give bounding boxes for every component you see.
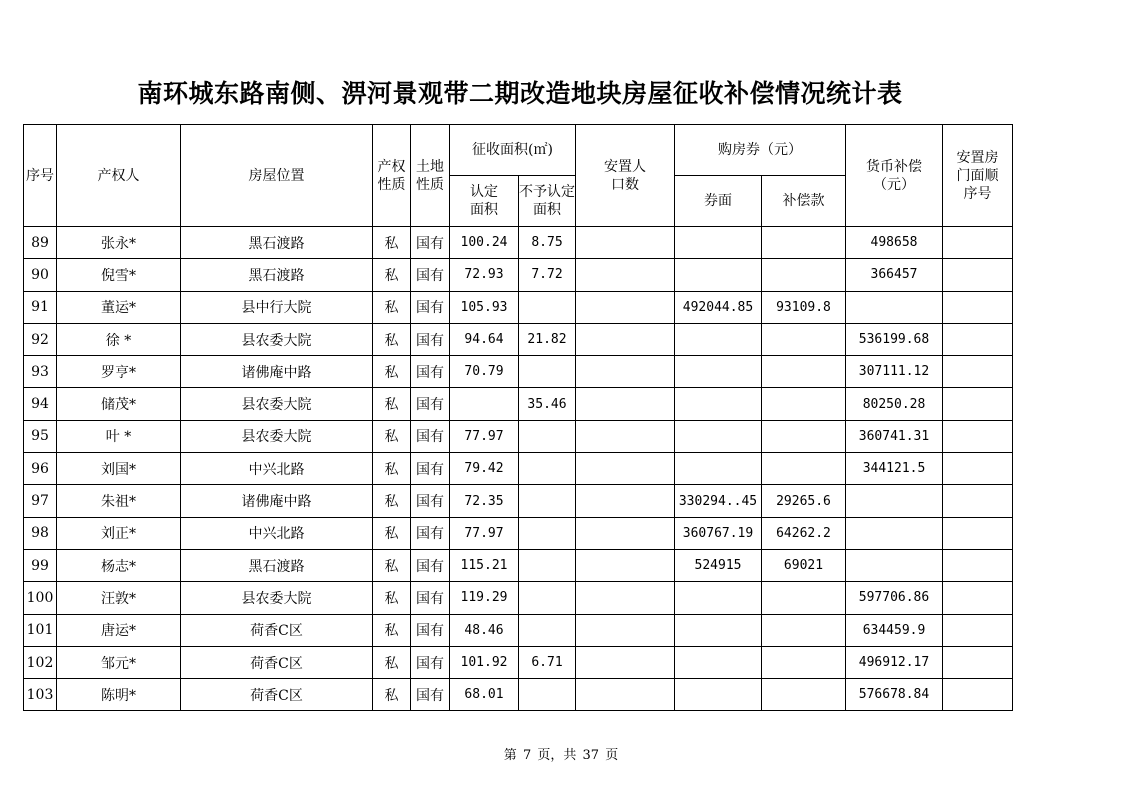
header-area-group: 征收面积(㎡) [450,125,576,176]
table-row [24,356,1013,388]
cell-land: 国有 [411,614,450,646]
cell-land: 国有 [411,453,450,485]
cell-voucher-face [675,323,762,355]
cell-location: 诸佛庵中路 [181,356,373,388]
cell-owner: 董运* [57,291,181,323]
cell-storefront [943,227,1013,259]
cell-residents [576,582,675,614]
cell-area-confirmed: 72.35 [450,485,519,517]
cell-ownership: 私 [373,679,411,711]
cell-owner: 叶 * [57,420,181,452]
cell-residents [576,420,675,452]
cell-cash: 344121.5 [846,453,943,485]
cell-area-confirmed: 68.01 [450,679,519,711]
cell-storefront [943,614,1013,646]
cell-seq: 97 [24,485,57,517]
cell-residents [576,388,675,420]
cell-storefront [943,420,1013,452]
cell-ownership: 私 [373,259,411,291]
cell-land: 国有 [411,517,450,549]
cell-seq: 98 [24,517,57,549]
table-row [24,646,1013,678]
cell-voucher-comp: 93109.8 [762,291,846,323]
cell-area-confirmed: 115.21 [450,549,519,581]
cell-cash [846,291,943,323]
cell-voucher-face: 330294..45 [675,485,762,517]
table-row [24,485,1013,517]
cell-voucher-comp: 69021 [762,549,846,581]
cell-voucher-comp [762,259,846,291]
cell-ownership: 私 [373,614,411,646]
table-row [24,420,1013,452]
cell-voucher-comp: 64262.2 [762,517,846,549]
cell-residents [576,679,675,711]
cell-area-unconfirmed [519,485,576,517]
cell-location: 县农委大院 [181,323,373,355]
cell-land: 国有 [411,679,450,711]
cell-location: 县农委大院 [181,582,373,614]
cell-area-confirmed: 72.93 [450,259,519,291]
cell-voucher-comp [762,420,846,452]
footer-suffix: 页 [605,748,619,763]
cell-seq: 101 [24,614,57,646]
cell-cash [846,485,943,517]
table-row [24,679,1013,711]
cell-area-confirmed: 77.97 [450,517,519,549]
cell-ownership: 私 [373,291,411,323]
cell-ownership: 私 [373,485,411,517]
cell-storefront [943,323,1013,355]
cell-owner: 徐 * [57,323,181,355]
cell-location: 黑石渡路 [181,227,373,259]
cell-area-unconfirmed [519,291,576,323]
cell-ownership: 私 [373,420,411,452]
cell-storefront [943,485,1013,517]
table-row [24,582,1013,614]
footer-total-pages: 37 [582,748,600,763]
cell-owner: 罗亨* [57,356,181,388]
cell-owner: 杨志* [57,549,181,581]
cell-ownership: 私 [373,227,411,259]
cell-land: 国有 [411,323,450,355]
cell-storefront [943,549,1013,581]
cell-owner: 刘正* [57,517,181,549]
table-row [24,614,1013,646]
cell-voucher-face [675,614,762,646]
cell-owner: 朱祖* [57,485,181,517]
cell-area-confirmed: 100.24 [450,227,519,259]
cell-voucher-comp [762,323,846,355]
cell-area-confirmed: 77.97 [450,420,519,452]
cell-cash: 366457 [846,259,943,291]
cell-land: 国有 [411,485,450,517]
cell-ownership: 私 [373,517,411,549]
cell-location: 县中行大院 [181,291,373,323]
cell-residents [576,291,675,323]
cell-location: 黑石渡路 [181,259,373,291]
cell-land: 国有 [411,549,450,581]
cell-voucher-face [675,356,762,388]
table-row [24,323,1013,355]
cell-area-unconfirmed [519,679,576,711]
cell-location: 诸佛庵中路 [181,485,373,517]
cell-cash: 597706.86 [846,582,943,614]
cell-area-unconfirmed: 7.72 [519,259,576,291]
cell-area-confirmed: 105.93 [450,291,519,323]
cell-area-unconfirmed [519,582,576,614]
header-storefront: 安置房门面顺序号 [943,125,1013,227]
cell-land: 国有 [411,646,450,678]
cell-seq: 96 [24,453,57,485]
cell-location: 中兴北路 [181,453,373,485]
cell-area-unconfirmed [519,453,576,485]
cell-voucher-comp [762,227,846,259]
cell-storefront [943,679,1013,711]
cell-voucher-face: 524915 [675,549,762,581]
cell-seq: 90 [24,259,57,291]
footer-prefix: 第 [503,748,517,763]
cell-residents [576,614,675,646]
cell-seq: 91 [24,291,57,323]
cell-cash: 496912.17 [846,646,943,678]
cell-area-unconfirmed [519,517,576,549]
cell-voucher-comp: 29265.6 [762,485,846,517]
table-row [24,291,1013,323]
header-land: 土地性质 [411,125,450,227]
cell-seq: 99 [24,549,57,581]
cell-voucher-comp [762,356,846,388]
cell-voucher-face: 492044.85 [675,291,762,323]
cell-cash: 576678.84 [846,679,943,711]
cell-land: 国有 [411,582,450,614]
cell-storefront [943,356,1013,388]
cell-cash: 307111.12 [846,356,943,388]
cell-cash: 634459.9 [846,614,943,646]
cell-seq: 102 [24,646,57,678]
cell-area-confirmed: 94.64 [450,323,519,355]
cell-residents [576,323,675,355]
cell-cash: 360741.31 [846,420,943,452]
compensation-table [23,124,1013,711]
cell-location: 县农委大院 [181,420,373,452]
cell-land: 国有 [411,420,450,452]
header-voucher-face: 券面 [675,176,762,227]
cell-voucher-comp [762,582,846,614]
cell-area-confirmed: 101.92 [450,646,519,678]
header-voucher-comp: 补偿款 [762,176,846,227]
cell-ownership: 私 [373,356,411,388]
cell-area-unconfirmed [519,420,576,452]
cell-owner: 邹元* [57,646,181,678]
cell-residents [576,517,675,549]
cell-area-unconfirmed: 6.71 [519,646,576,678]
cell-location: 荷香C区 [181,679,373,711]
cell-voucher-face [675,259,762,291]
cell-voucher-face [675,453,762,485]
cell-area-unconfirmed [519,549,576,581]
cell-storefront [943,388,1013,420]
cell-owner: 唐运* [57,614,181,646]
cell-voucher-face [675,420,762,452]
cell-seq: 89 [24,227,57,259]
cell-land: 国有 [411,388,450,420]
cell-ownership: 私 [373,323,411,355]
cell-voucher-comp [762,453,846,485]
cell-storefront [943,453,1013,485]
cell-area-unconfirmed [519,356,576,388]
cell-voucher-face: 360767.19 [675,517,762,549]
cell-residents [576,549,675,581]
cell-cash [846,549,943,581]
cell-voucher-comp [762,614,846,646]
table-row [24,388,1013,420]
header-owner: 产权人 [57,125,181,227]
cell-location: 荷香C区 [181,614,373,646]
page-footer [0,744,1122,763]
table-body [24,227,1013,711]
table-row [24,453,1013,485]
cell-seq: 93 [24,356,57,388]
cell-storefront [943,646,1013,678]
cell-location: 县农委大院 [181,388,373,420]
cell-owner: 刘国* [57,453,181,485]
cell-cash: 536199.68 [846,323,943,355]
cell-location: 荷香C区 [181,646,373,678]
cell-residents [576,646,675,678]
cell-voucher-comp [762,388,846,420]
table-row [24,227,1013,259]
cell-voucher-face [675,679,762,711]
cell-voucher-face [675,582,762,614]
cell-seq: 100 [24,582,57,614]
cell-area-confirmed: 79.42 [450,453,519,485]
cell-seq: 95 [24,420,57,452]
cell-location: 中兴北路 [181,517,373,549]
cell-storefront [943,582,1013,614]
cell-cash [846,517,943,549]
header-area-unconfirmed: 不予认定面积 [519,176,576,227]
cell-ownership: 私 [373,453,411,485]
cell-storefront [943,291,1013,323]
cell-residents [576,356,675,388]
cell-owner: 倪雪* [57,259,181,291]
cell-owner: 储茂* [57,388,181,420]
cell-cash: 80250.28 [846,388,943,420]
cell-owner: 陈明* [57,679,181,711]
cell-ownership: 私 [373,646,411,678]
cell-seq: 103 [24,679,57,711]
cell-land: 国有 [411,356,450,388]
cell-land: 国有 [411,291,450,323]
header-location: 房屋位置 [181,125,373,227]
cell-seq: 94 [24,388,57,420]
cell-residents [576,453,675,485]
cell-voucher-face [675,227,762,259]
table-row [24,259,1013,291]
cell-seq: 92 [24,323,57,355]
cell-area-unconfirmed: 35.46 [519,388,576,420]
cell-voucher-face [675,388,762,420]
cell-residents [576,227,675,259]
cell-voucher-comp [762,679,846,711]
table-row [24,517,1013,549]
page-title: 南环城东路南侧、淠河景观带二期改造地块房屋征收补偿情况统计表 [137,79,903,108]
header-cash: 货币补偿（元） [846,125,943,227]
cell-owner: 汪敦* [57,582,181,614]
header-residents: 安置人口数 [576,125,675,227]
header-area-confirmed: 认定面积 [450,176,519,227]
cell-ownership: 私 [373,549,411,581]
cell-area-unconfirmed: 8.75 [519,227,576,259]
cell-residents [576,259,675,291]
cell-cash: 498658 [846,227,943,259]
table-row [24,549,1013,581]
cell-land: 国有 [411,227,450,259]
cell-owner: 张永* [57,227,181,259]
cell-area-confirmed: 48.46 [450,614,519,646]
cell-storefront [943,259,1013,291]
cell-storefront [943,517,1013,549]
cell-voucher-face [675,646,762,678]
cell-land: 国有 [411,259,450,291]
footer-page-number: 7 [522,748,532,763]
cell-area-unconfirmed [519,614,576,646]
cell-residents [576,485,675,517]
cell-area-confirmed: 119.29 [450,582,519,614]
cell-ownership: 私 [373,388,411,420]
cell-location: 黑石渡路 [181,549,373,581]
header-seq: 序号 [24,125,57,227]
header-ownership: 产权性质 [373,125,411,227]
cell-voucher-comp [762,646,846,678]
cell-ownership: 私 [373,582,411,614]
cell-area-confirmed [450,388,519,420]
cell-area-unconfirmed: 21.82 [519,323,576,355]
header-voucher-group: 购房券（元） [675,125,846,176]
cell-area-confirmed: 70.79 [450,356,519,388]
footer-mid: 页，共 [537,748,577,763]
